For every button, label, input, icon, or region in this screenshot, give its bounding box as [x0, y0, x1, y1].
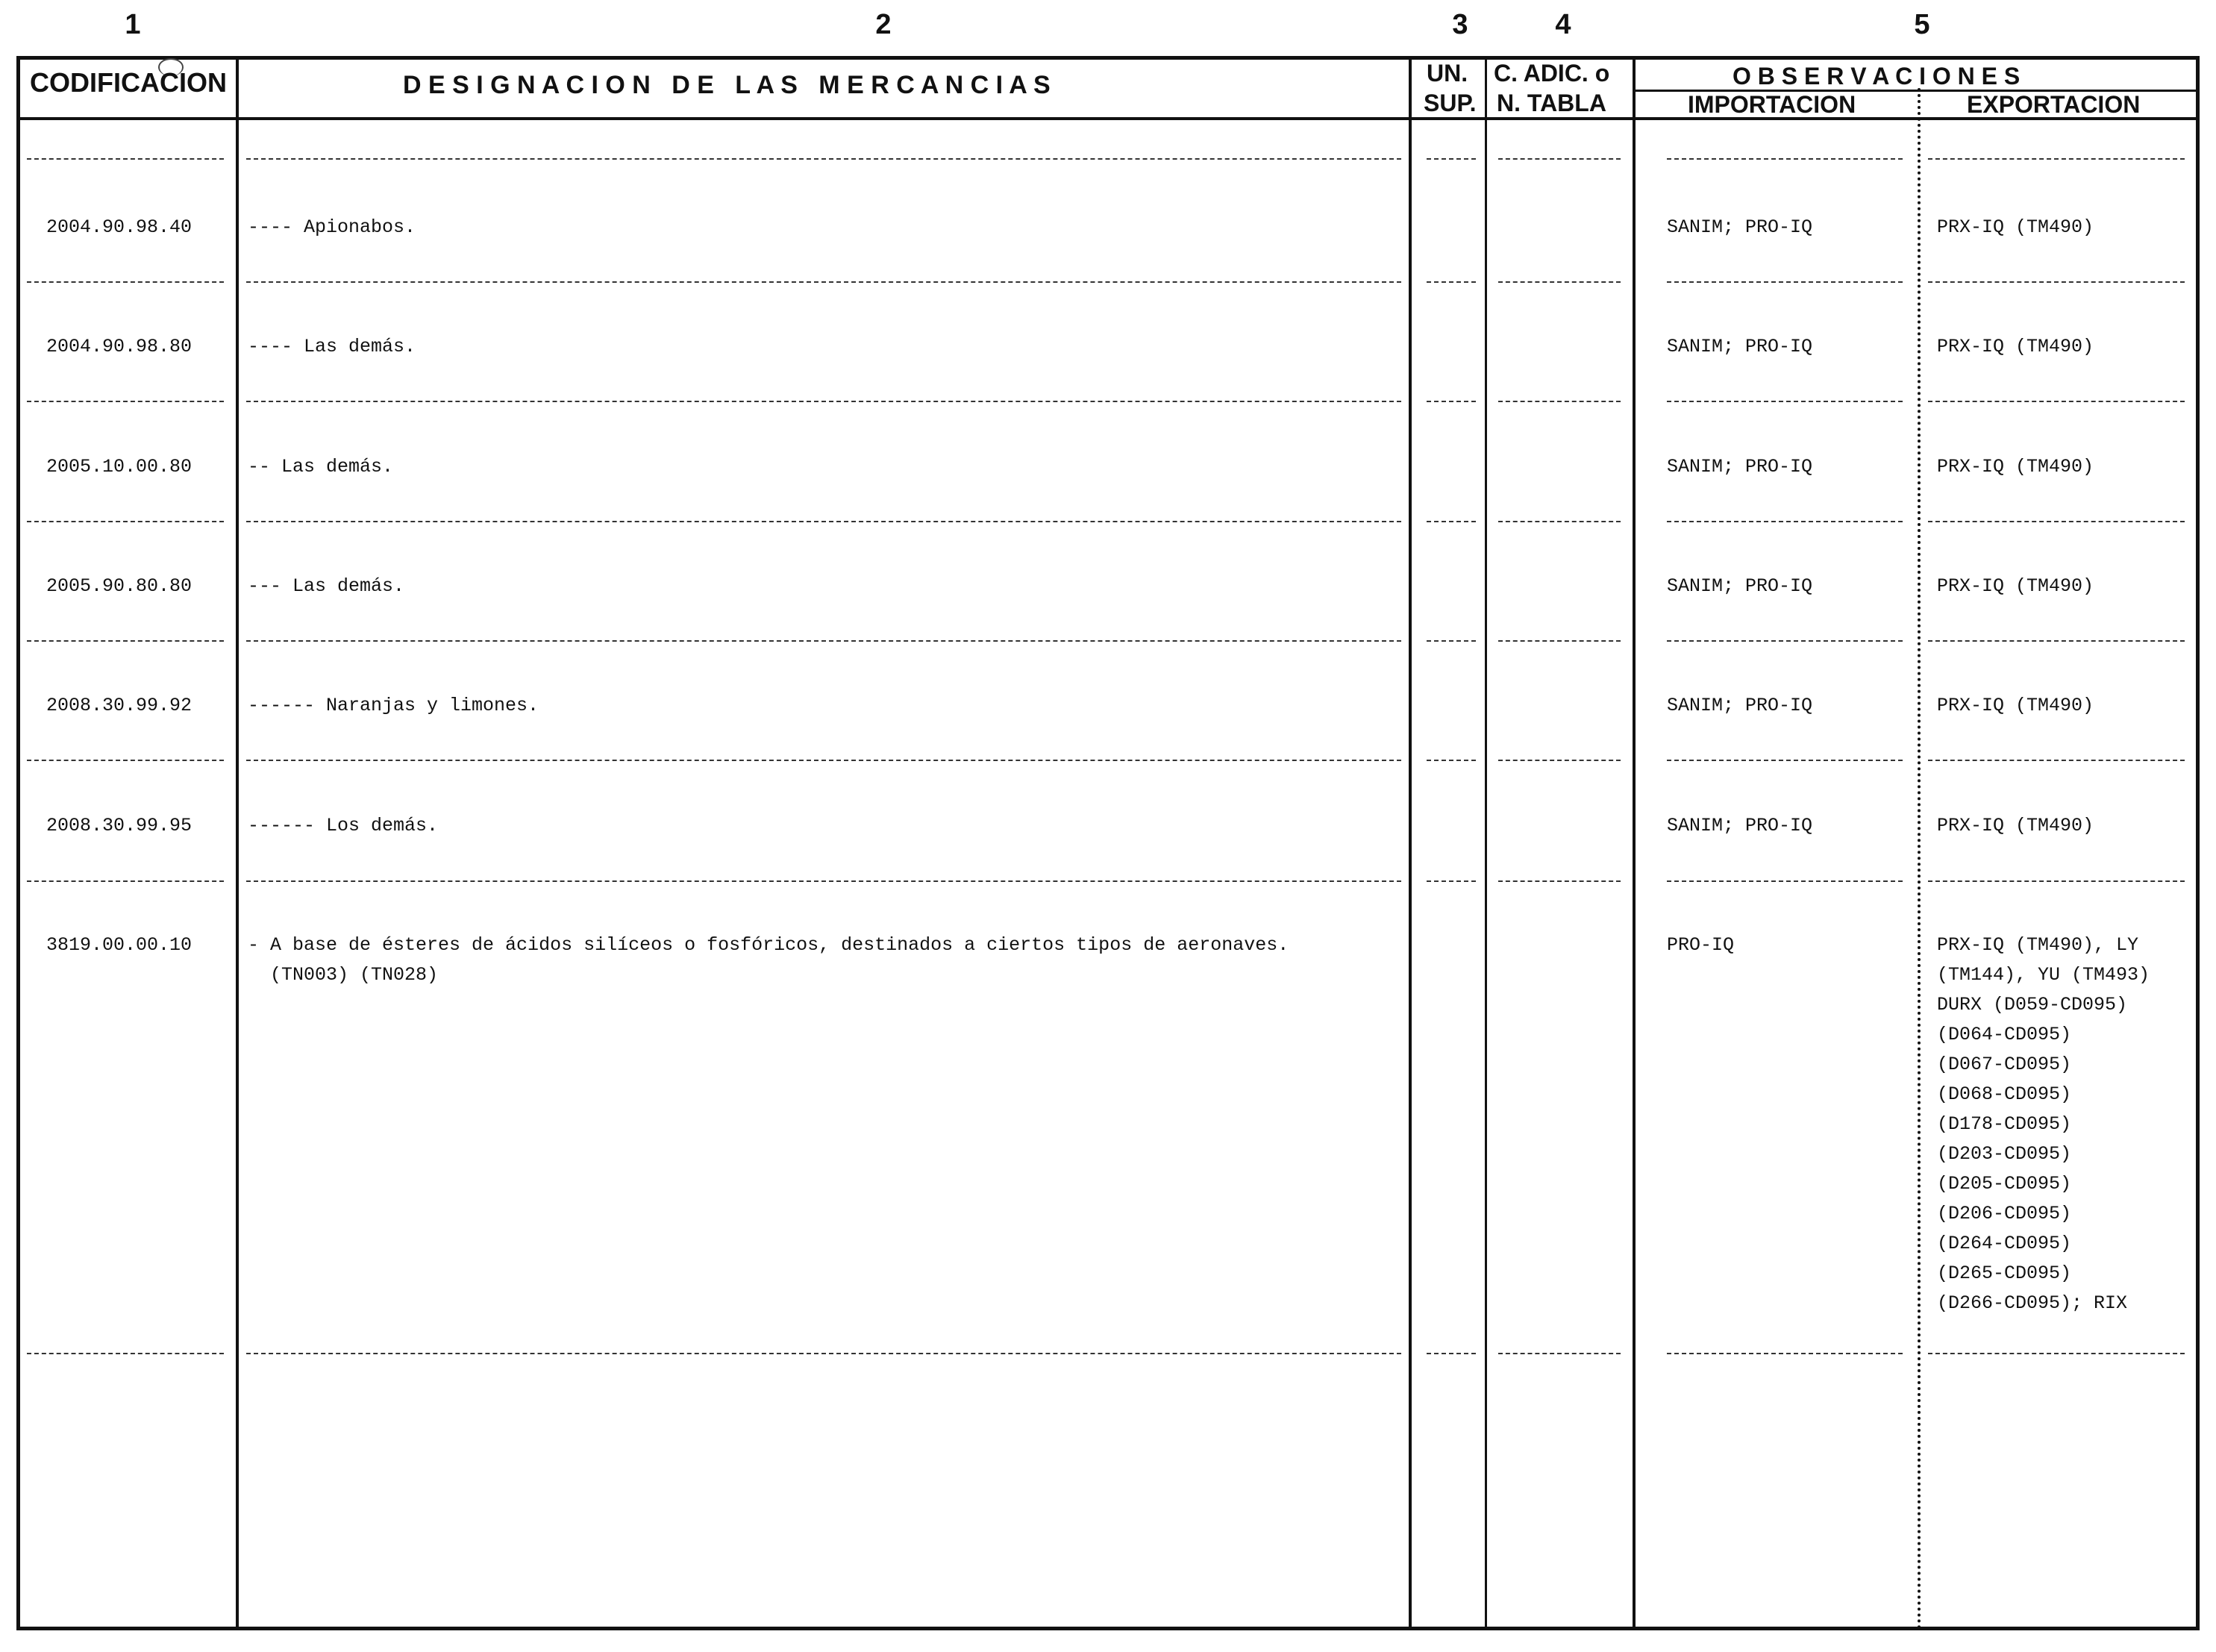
row-separator: [1667, 880, 1903, 882]
row-exportacion: PRX-IQ (TM490): [1937, 575, 2094, 597]
column-number-5: 5: [1914, 9, 1930, 40]
column-number-1: 1: [125, 9, 141, 40]
row-separator: [1667, 640, 1903, 642]
row-separator: [1498, 640, 1621, 642]
row-separator: [1498, 760, 1621, 761]
row-separator: [1427, 880, 1476, 882]
row-separator: [1928, 281, 2185, 283]
row-importacion: SANIM; PRO-IQ: [1667, 456, 1813, 478]
row-separator: [246, 1353, 1401, 1354]
column-divider-1: [236, 56, 239, 1630]
row-description: ------ Naranjas y limones.: [248, 695, 539, 716]
ink-mark: [158, 58, 184, 76]
row-separator: [27, 401, 224, 402]
column-number-4: 4: [1555, 9, 1571, 40]
column-divider-2: [1409, 56, 1412, 1630]
row-separator: [1928, 640, 2185, 642]
row-separator: [27, 760, 224, 761]
row-code: 2008.30.99.95: [46, 815, 193, 836]
header-bottom-rule: [16, 117, 2200, 120]
column-number-2: 2: [875, 9, 892, 40]
row-description: ---- Apionabos.: [248, 216, 416, 238]
row-separator: [246, 401, 1401, 402]
header-codificacion: CODIFICACION: [30, 67, 227, 98]
row-separator: [1427, 281, 1476, 283]
row-importacion: SANIM; PRO-IQ: [1667, 216, 1813, 238]
row-importacion: PRO-IQ: [1667, 934, 1735, 956]
header-c-adic: C. ADIC. o: [1494, 60, 1610, 87]
row-separator: [1667, 760, 1903, 761]
row-separator: [1667, 158, 1903, 160]
row-separator: [1928, 521, 2185, 522]
row-separator: [246, 521, 1401, 522]
row-separator: [1498, 880, 1621, 882]
row-separator: [246, 760, 1401, 761]
header-importacion: IMPORTACION: [1688, 91, 1856, 118]
row-importacion: SANIM; PRO-IQ: [1667, 575, 1813, 597]
observaciones-divider: [1918, 88, 1921, 1630]
column-divider-4: [1633, 56, 1636, 1630]
row-importacion: SANIM; PRO-IQ: [1667, 815, 1813, 836]
row-separator: [27, 640, 224, 642]
row-code: 2004.90.98.80: [46, 336, 193, 357]
row-separator: [1667, 281, 1903, 283]
row-code: 2005.90.80.80: [46, 575, 193, 597]
row-separator: [1928, 880, 2185, 882]
header-observaciones: O B S E R V A C I O N E S: [1733, 63, 2021, 90]
row-separator: [27, 880, 224, 882]
row-separator: [27, 1353, 224, 1354]
row-exportacion: PRX-IQ (TM490): [1937, 695, 2094, 716]
row-separator: [27, 158, 224, 160]
table-frame: [16, 56, 2200, 1630]
row-exportacion: PRX-IQ (TM490): [1937, 216, 2094, 238]
row-code: 2004.90.98.40: [46, 216, 193, 238]
row-separator: [1928, 1353, 2185, 1354]
row-importacion: SANIM; PRO-IQ: [1667, 336, 1813, 357]
row-description: -- Las demás.: [248, 456, 394, 478]
row-separator: [1498, 281, 1621, 283]
row-description: ------ Los demás.: [248, 815, 439, 836]
row-separator: [27, 281, 224, 283]
header-sup: SUP.: [1424, 90, 1477, 116]
row-separator: [1667, 401, 1903, 402]
row-description: --- Las demás.: [248, 575, 405, 597]
row-separator: [1427, 521, 1476, 522]
row-exportacion: PRX-IQ (TM490), LY (TM144), YU (TM493) DURX (D059-CD095) (D064-CD095) (D067-CD095) (D068-CD095) (D178-CD095) (D203-CD095) (D205-CD095) (D206-CD095) (D264-CD095) (D265-CD095) (D266-CD095); RIX: [1937, 934, 2150, 1314]
row-separator: [246, 158, 1401, 160]
row-separator: [27, 521, 224, 522]
row-code: 2005.10.00.80: [46, 456, 193, 478]
row-separator: [1928, 760, 2185, 761]
row-separator: [1498, 1353, 1621, 1354]
header-n-tabla: N. TABLA: [1497, 90, 1606, 116]
row-separator: [246, 640, 1401, 642]
row-separator: [1427, 1353, 1476, 1354]
row-separator: [1928, 401, 2185, 402]
row-code: 2008.30.99.92: [46, 695, 193, 716]
row-importacion: SANIM; PRO-IQ: [1667, 695, 1813, 716]
row-exportacion: PRX-IQ (TM490): [1937, 456, 2094, 478]
row-separator: [246, 880, 1401, 882]
row-code: 3819.00.00.10: [46, 934, 193, 956]
row-exportacion: PRX-IQ (TM490): [1937, 815, 2094, 836]
row-separator: [246, 281, 1401, 283]
column-divider-3: [1485, 56, 1487, 1630]
row-description: ---- Las demás.: [248, 336, 416, 357]
row-separator: [1667, 521, 1903, 522]
header-designacion: D E S I G N A C I O N D E L A S M E R C A N C I A S: [403, 71, 1051, 99]
column-number-3: 3: [1452, 9, 1468, 40]
row-separator: [1427, 401, 1476, 402]
row-separator: [1498, 401, 1621, 402]
row-description: - A base de ésteres de ácidos silíceos o fosfóricos, destinados a ciertos tipos de aeronaves. (TN003) (TN028): [248, 934, 1289, 986]
row-exportacion: PRX-IQ (TM490): [1937, 336, 2094, 357]
header-exportacion: EXPORTACION: [1967, 91, 2141, 118]
row-separator: [1498, 521, 1621, 522]
row-separator: [1427, 640, 1476, 642]
row-separator: [1498, 158, 1621, 160]
row-separator: [1427, 158, 1476, 160]
row-separator: [1427, 760, 1476, 761]
row-separator: [1928, 158, 2185, 160]
row-separator: [1667, 1353, 1903, 1354]
header-un: UN.: [1427, 60, 1468, 87]
